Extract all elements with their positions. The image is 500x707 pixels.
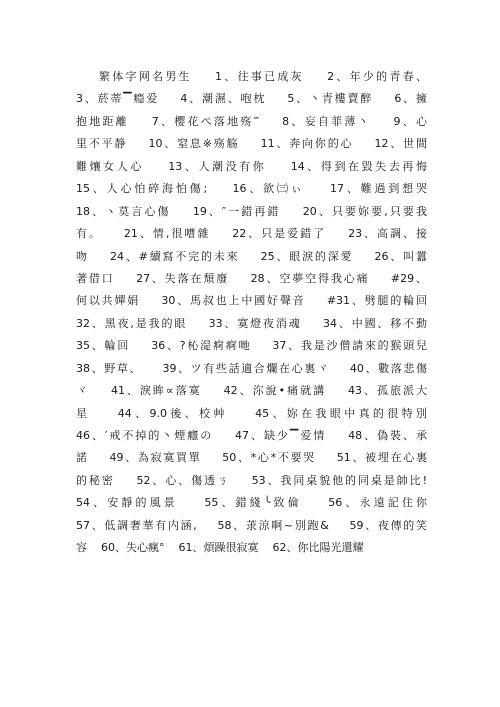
text-line: 里不平静 10、窒息※殇觞 11、奔向你的心 12、世間 xyxy=(76,137,427,151)
text-line: 46、′戒不掉的丶煙癮の 47、缺少▔爱情 48、偽裝、承 xyxy=(76,429,427,442)
text-line: 容 60、失心瘋° 61、煩躁很寂寞 62、你比陽光還耀 xyxy=(76,541,364,555)
text-line: 57、低調奢華有内涵, 58、莍涼啊~別跑& 59、夜傳的笑 xyxy=(76,518,427,532)
text-line: 的秘密 52、心、傷透ㄋ 53、我同桌貌他的同桌是帥比! xyxy=(76,473,427,487)
text-line: 3、菸蒂▔瘾爱 4、潮濕、咆枕 5、丶青樓賣醉 6、擁 xyxy=(76,92,427,106)
text-line: 難爙女人心 13、人潮没有你 14、得到在毀失去再悔 xyxy=(76,159,427,173)
text-line: 諾 49、為寂寞買單 50、*心*不要哭 51、被埋在心裏 xyxy=(76,451,427,465)
body-text xyxy=(76,66,427,560)
text-line: 星 44、9.0後、校艸 45、妳在我眼中真的很特別 xyxy=(76,406,427,420)
text-line: 15、人心怕碎海怕傷; 16、欲㈢ぃ 17、難過到想哭 xyxy=(76,182,427,196)
text-line: 抱地距離 7、樱花ぺ落地殇‴ 8、妄自菲薄丶 9、心 xyxy=(76,114,427,128)
text-line: 18、ヽ莫言心傷 19、″一錯再錯 20、只要妳要,只要我 xyxy=(76,204,427,218)
text-line: 著借口 27、失落在頹廢 28、空夢空得我心痛 #29、 xyxy=(76,271,427,285)
text-line: 有。 21、情,很嘈雜 22、只是爱錯了 23、高調、接 xyxy=(76,227,427,241)
text-line: 吻 24、#續寫不完的未來 25、眼淚的深愛 26、叫囂 xyxy=(76,249,427,263)
text-line: 54、安靜的風景 55、錯綫╰致倫 56、永遠記住你 xyxy=(76,496,427,510)
text-line: ヾ 41、淚眸∝落寞 42、沵說•痛就講 43、孤旅派大 xyxy=(76,384,427,398)
text-line: 38、野草、 39、ツ有些話適合爛在心裏ヾ 40、數落悲傷 xyxy=(76,361,427,375)
text-line: 35、輪回 36、?杺湜痾痾哋 37、我是沙僧請來的猴頭兒 xyxy=(76,339,427,353)
text-line: 繁体字网名男生 1、往事已成灰 2、年少的青春、 xyxy=(99,70,427,83)
text-line: 何以共嬋娟 30、馬叔也上中國好聲音 #31、劈腿的輪回 xyxy=(76,294,427,308)
text-line: 32、黑夜,是我的眼 33、寞燈夜消魂 34、中國、移不動 xyxy=(76,316,427,330)
